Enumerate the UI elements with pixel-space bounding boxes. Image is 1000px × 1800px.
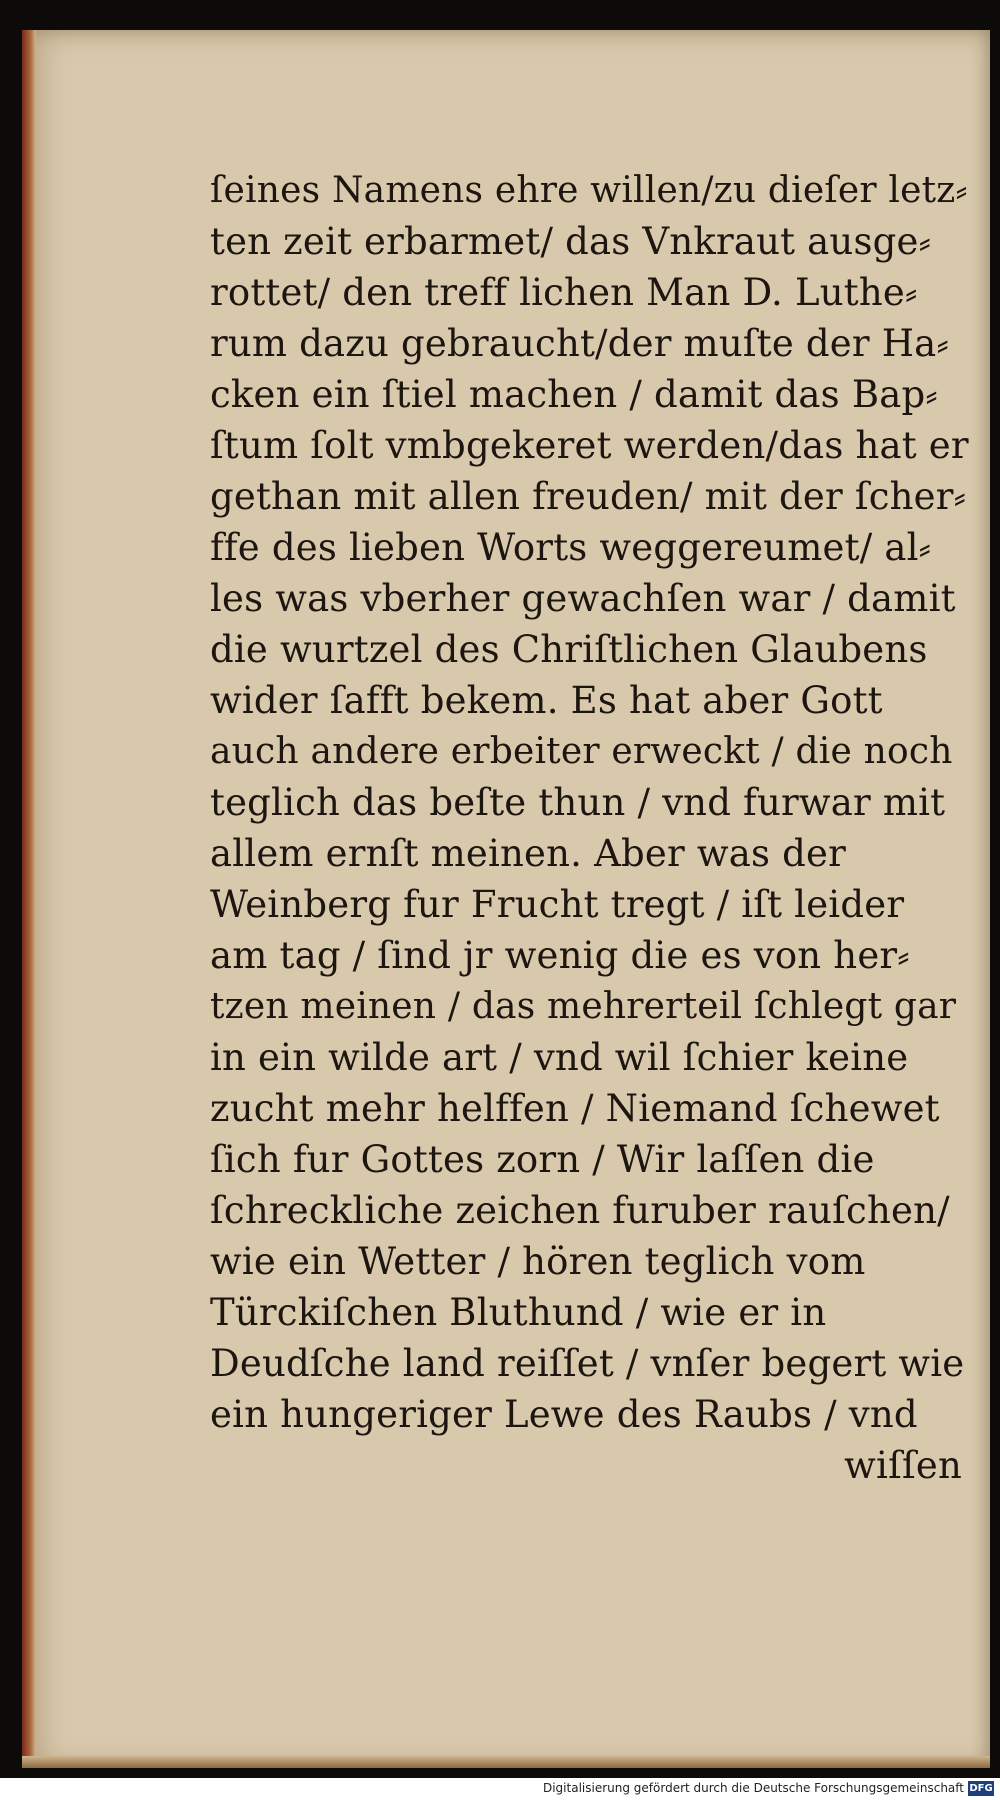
text-line: Weinberg fur Frucht tregt / iſt leider [210,883,905,926]
text-line: wider ſafft bekem. Es hat aber Gott [210,679,883,722]
text-line: am tag / ſind jr wenig die es von her⸗ [210,934,910,977]
text-line: wie ein Wetter / hören teglich vom [210,1240,866,1283]
text-line: tzen meinen / das mehrerteil ſchlegt gar [210,986,957,1027]
text-line: ſeines Namens ehre willen/zu dieſer letz⸗ [210,170,968,211]
text-line: ten zeit erbarmet/ das Vnkraut ausge⸗ [210,220,932,263]
text-line: Türckiſchen Bluthund / wie er in [210,1291,827,1334]
text-line: ein hungeriger Lewe des Raubs / vnd [210,1393,918,1436]
text-block [210,165,970,1491]
text-line: gethan mit allen freuden/ mit der ſcher⸗ [210,475,967,518]
text-line: die wurtzel des Chriſtlichen Glaubens [210,628,928,671]
funding-credit: Digitalisierung gefördert durch die Deutsche Forschungsgemeinschaft [542,1781,964,1795]
dfg-logo-icon: DFG [969,1783,993,1794]
text-line: zucht mehr helffen / Niemand ſchewet [210,1087,940,1130]
text-line: auch andere erbeiter erweckt / die noch [210,731,953,772]
text-line: ſtum ſolt vmbgekeret werden/das hat er [210,424,969,467]
text-line: cken ein ſtiel machen / damit das Bap⸗ [210,373,938,416]
text-line: in ein wilde art / vnd wil ſchier keine [210,1036,909,1079]
text-line: rum dazu gebraucht/der muſte der Ha⸗ [210,322,949,365]
footer-bar [0,1778,1000,1800]
text-line: les was vberher gewachſen war / damit [210,577,956,620]
text-line: ffe des lieben Worts weggereumet/ al⸗ [210,526,932,569]
book-page [22,30,990,1768]
text-line: allem ernſt meinen. Aber was der [210,832,846,875]
text-line: rottet/ den treff lichen Man D. Luthe⸗ [210,271,918,314]
text-line: ſich fur Gottes zorn / Wir laſſen die [210,1138,875,1181]
text-line: ſchreckliche zeichen furuber rauſchen/ [210,1189,950,1232]
text-line: Deudſche land reiſſet / vnſer begert wie [210,1342,965,1385]
text-line: teglich das beſte thun / vnd furwar mit [210,781,946,824]
catchword: wiſſen [844,1444,962,1487]
page-edge-bottom [22,1756,990,1768]
page-edge-left [22,30,36,1768]
